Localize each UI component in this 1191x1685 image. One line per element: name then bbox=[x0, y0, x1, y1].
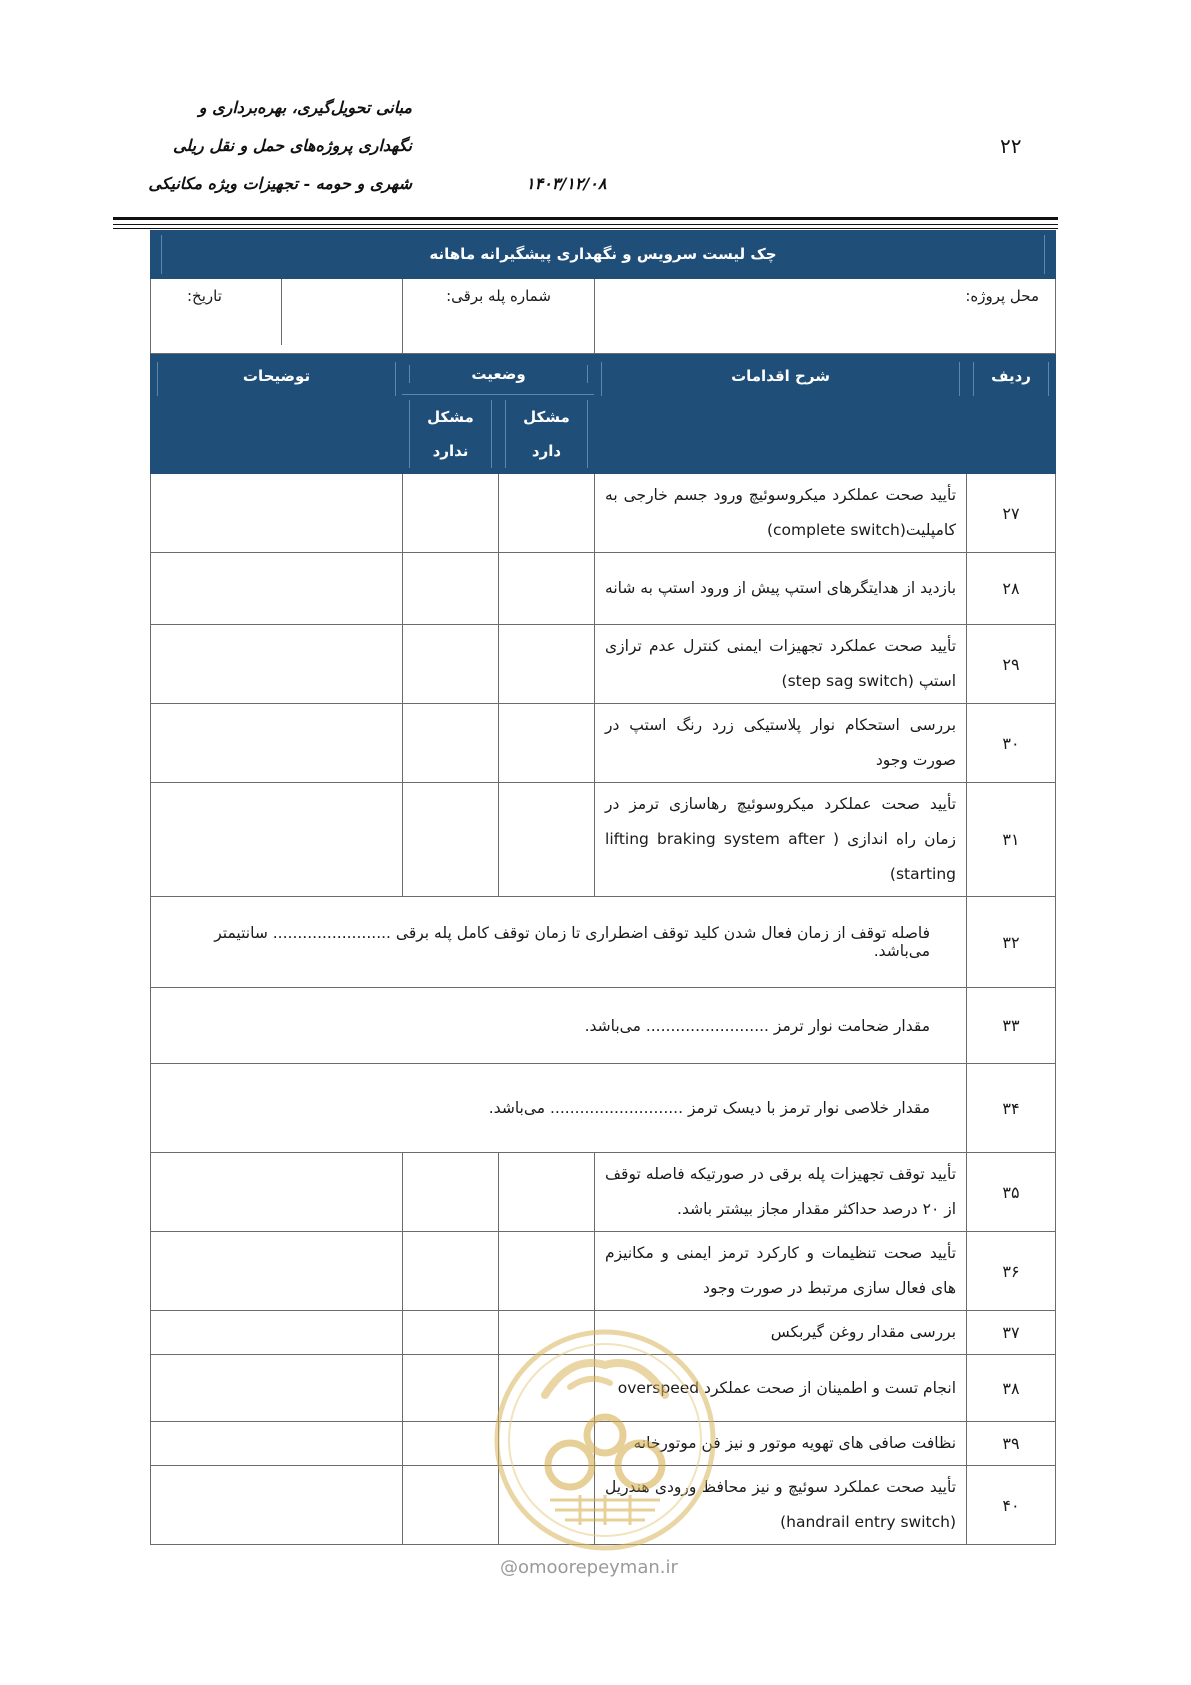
row-number: ۲۹ bbox=[967, 625, 1056, 704]
no-problem-cell[interactable] bbox=[403, 1232, 499, 1311]
col-header-notes bbox=[151, 354, 403, 474]
row-number: ۳۰ bbox=[967, 704, 1056, 783]
form-title: چک لیست سرویس و نگهداری پیشگیرانه ماهانه bbox=[161, 235, 1045, 274]
has-problem-cell[interactable] bbox=[499, 1153, 595, 1232]
notes-cell[interactable] bbox=[151, 1466, 403, 1545]
row-number: ۲۸ bbox=[967, 553, 1056, 625]
row-description: نظافت صافی های تهویه موتور و نیز فن موتورخانه bbox=[595, 1422, 967, 1466]
project-location-field[interactable] bbox=[595, 279, 1056, 354]
row-number: ۴۰ bbox=[967, 1466, 1056, 1545]
table-row bbox=[151, 1232, 1056, 1311]
no-problem-cell[interactable] bbox=[403, 1153, 499, 1232]
document-date: ۱۴۰۳/۱۲/۰۸ bbox=[526, 174, 607, 193]
watermark-seal-logo bbox=[490, 1325, 720, 1555]
no-problem-cell[interactable] bbox=[403, 783, 499, 897]
col-header-actions-label: شرح اقدامات bbox=[601, 362, 960, 396]
notes-cell[interactable] bbox=[151, 1422, 403, 1466]
col-header-has-problem bbox=[499, 395, 595, 474]
notes-cell[interactable] bbox=[151, 783, 403, 897]
table-row bbox=[151, 553, 1056, 625]
notes-cell[interactable] bbox=[151, 1153, 403, 1232]
row-number: ۳۵ bbox=[967, 1153, 1056, 1232]
notes-cell[interactable] bbox=[151, 704, 403, 783]
row-description: تأیید صحت عملکرد سوئیچ و نیز محافظ ورودی هندریل (handrail entry switch) bbox=[595, 1466, 967, 1545]
no-problem-cell[interactable] bbox=[403, 1422, 499, 1466]
row-description: تأیید صحت عملکرد میکروسوئیچ ورود جسم خارجی به کامپلیت(complete switch) bbox=[595, 474, 967, 553]
no-problem-cell[interactable] bbox=[403, 1311, 499, 1355]
escalator-number-field[interactable] bbox=[403, 279, 595, 354]
table-row bbox=[151, 897, 1056, 988]
form-title-cell bbox=[151, 231, 1056, 279]
row-number: ۳۴ bbox=[967, 1064, 1056, 1153]
notes-cell[interactable] bbox=[151, 1232, 403, 1311]
has-problem-label-2: دارد bbox=[531, 442, 562, 460]
form-title-row bbox=[151, 231, 1056, 279]
row-description: تأیید توقف تجهیزات پله برقی در صورتیکه فاصله توقف از ۲۰ درصد حداکثر مقدار مجاز بیشتر باشد. bbox=[595, 1153, 967, 1232]
has-problem-label-1: مشکل bbox=[523, 408, 570, 426]
row-description: بررسی استحکام نوار پلاستیکی زرد رنگ استپ در صورت وجود bbox=[595, 704, 967, 783]
table-row bbox=[151, 1064, 1056, 1153]
has-problem-cell[interactable] bbox=[499, 553, 595, 625]
has-problem-cell[interactable] bbox=[499, 783, 595, 897]
no-problem-cell[interactable] bbox=[403, 474, 499, 553]
no-problem-label-1: مشکل bbox=[427, 408, 474, 426]
row-description: بررسی مقدار روغن گیربکس bbox=[595, 1311, 967, 1355]
col-header-row-number bbox=[967, 354, 1056, 474]
notes-cell[interactable] bbox=[151, 1311, 403, 1355]
no-problem-cell[interactable] bbox=[403, 553, 499, 625]
date-field[interactable] bbox=[151, 279, 403, 354]
date-label: تاریخ: bbox=[187, 287, 222, 305]
row-number: ۳۸ bbox=[967, 1355, 1056, 1422]
column-header-row-top bbox=[151, 354, 1056, 395]
row-description: مقدار خلاصی نوار ترمز با دیسک ترمز ........................... می‌باشد. bbox=[151, 1064, 967, 1153]
notes-cell[interactable] bbox=[151, 474, 403, 553]
row-description: تأیید صحت عملکرد میکروسوئیچ رهاسازی ترمز در زمان راه اندازی ( lifting braking system after starting) bbox=[595, 783, 967, 897]
row-number: ۳۱ bbox=[967, 783, 1056, 897]
page-number: ۲۲ bbox=[1000, 134, 1022, 158]
row-description: فاصله توقف از زمان فعال شدن کلید توقف اضطراری تا زمان توقف کامل پله برقی ........................ سانتیمتر می‌باشد. bbox=[151, 897, 967, 988]
project-location-label: محل پروژه: bbox=[965, 287, 1040, 305]
header-rule-thin-2 bbox=[113, 228, 1058, 229]
has-problem-cell[interactable] bbox=[499, 704, 595, 783]
col-header-notes-label: توضیحات bbox=[157, 362, 396, 396]
table-row bbox=[151, 704, 1056, 783]
notes-cell[interactable] bbox=[151, 625, 403, 704]
has-problem-cell[interactable] bbox=[499, 625, 595, 704]
col-header-status bbox=[403, 354, 595, 395]
table-row bbox=[151, 783, 1056, 897]
no-problem-label-2: ندارد bbox=[432, 442, 469, 460]
table-row bbox=[151, 474, 1056, 553]
no-problem-cell[interactable] bbox=[403, 1355, 499, 1422]
no-problem-cell[interactable] bbox=[403, 1466, 499, 1545]
form-meta-row bbox=[151, 279, 1056, 354]
col-header-no-problem bbox=[403, 395, 499, 474]
row-number: ۳۲ bbox=[967, 897, 1056, 988]
row-number: ۳۳ bbox=[967, 988, 1056, 1064]
no-problem-cell[interactable] bbox=[403, 625, 499, 704]
table-row bbox=[151, 988, 1056, 1064]
document-header-line-1: مبانی تحویل‌گیری، بهره‌برداری و bbox=[198, 98, 412, 117]
notes-cell[interactable] bbox=[151, 1355, 403, 1422]
col-header-actions bbox=[595, 354, 967, 474]
row-number: ۲۷ bbox=[967, 474, 1056, 553]
table-row bbox=[151, 1153, 1056, 1232]
escalator-number-label: شماره پله برقی: bbox=[446, 287, 551, 305]
row-description: تأیید صحت تنظیمات و کارکرد ترمز ایمنی و مکانیزم های فعال سازی مرتبط در صورت وجود bbox=[595, 1232, 967, 1311]
has-problem-cell[interactable] bbox=[499, 474, 595, 553]
row-description: مقدار ضحامت نوار ترمز ......................... می‌باشد. bbox=[151, 988, 967, 1064]
row-description: بازدید از هدایتگرهای استپ پیش از ورود استپ به شانه bbox=[595, 553, 967, 625]
col-header-row-number-label: ردیف bbox=[973, 362, 1049, 396]
row-number: ۳۹ bbox=[967, 1422, 1056, 1466]
row-description: تأیید صحت عملکرد تجهیزات ایمنی کنترل عدم ترازی استپ (step sag switch) bbox=[595, 625, 967, 704]
watermark-site: @omoorepeyman.ir bbox=[500, 1557, 678, 1578]
header-rule-thin bbox=[113, 224, 1058, 225]
document-header-line-2: نگهداری پروژه‌های حمل و نقل ریلی bbox=[172, 136, 412, 155]
document-header-line-3: شهری و حومه - تجهیزات ویژه مکانیکی bbox=[148, 174, 412, 193]
header-rule bbox=[113, 217, 1058, 220]
table-row bbox=[151, 625, 1056, 704]
row-description: انجام تست و اطمینان از صحت عملکرد overspeed bbox=[595, 1355, 967, 1422]
no-problem-cell[interactable] bbox=[403, 704, 499, 783]
row-number: ۳۶ bbox=[967, 1232, 1056, 1311]
col-header-status-label: وضعیت bbox=[409, 365, 588, 383]
notes-cell[interactable] bbox=[151, 553, 403, 625]
row-number: ۳۷ bbox=[967, 1311, 1056, 1355]
has-problem-cell[interactable] bbox=[499, 1232, 595, 1311]
